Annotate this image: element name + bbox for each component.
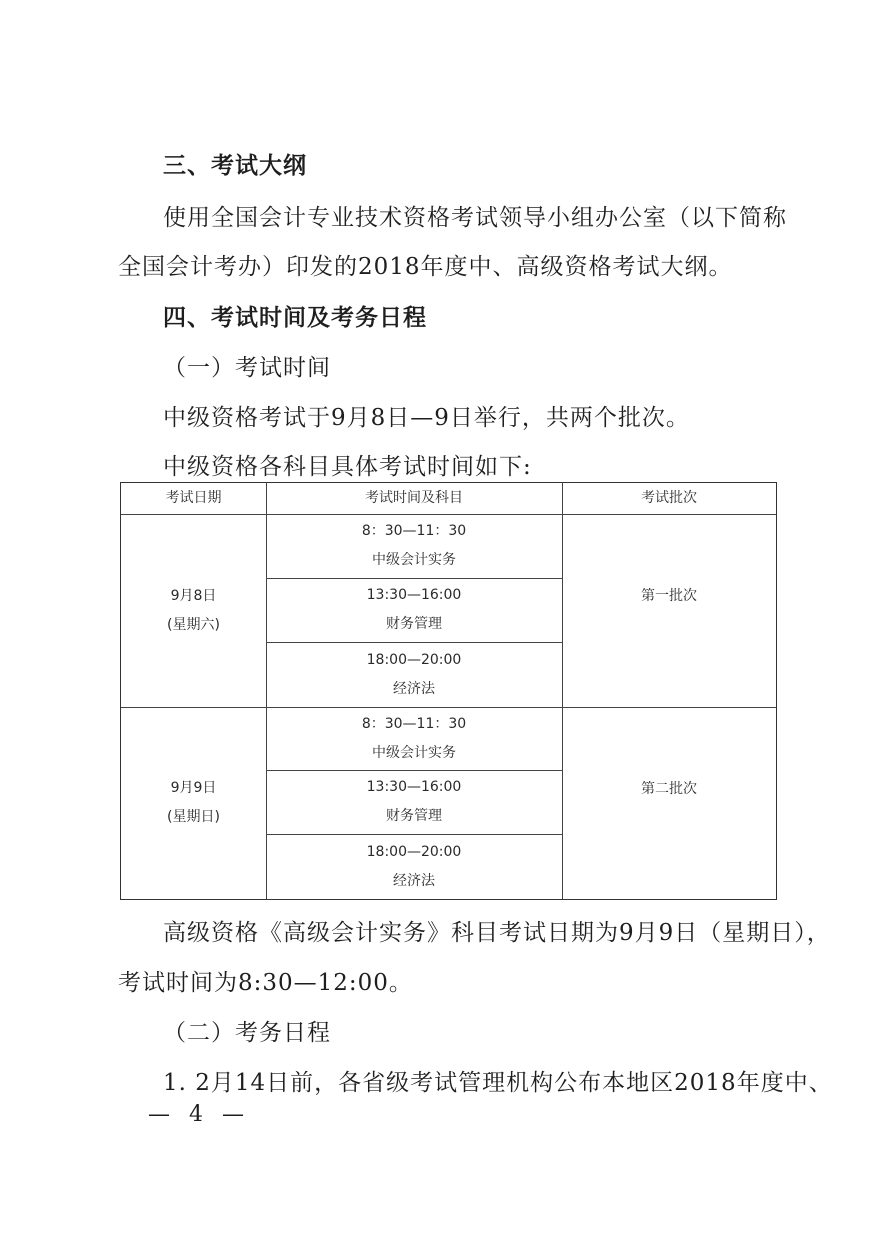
session-cell (266, 642, 562, 707)
session-cell (266, 770, 562, 834)
section-3-heading: 三、考试大纲 (163, 153, 307, 179)
batch-cell: 第二批次 (641, 781, 697, 797)
session-subject: 经济法 (393, 680, 435, 697)
session-subject: 财务管理 (386, 808, 442, 824)
header-exam-time-subject: 考试时间及科目 (365, 490, 463, 506)
session-time: 18:00—20:00 (366, 651, 462, 668)
page-number: — 4 — (148, 1102, 250, 1127)
date-cell (121, 514, 266, 707)
section-3-paragraph-line-1: 使用全国会计专业技术资格考试领导小组办公室（以下简称 (163, 205, 787, 231)
header-exam-batch: 考试批次 (641, 490, 697, 506)
schedule-item-1-line-1: 1. 2月14日前，各省级考试管理机构公布本地区2018年度中、 (163, 1070, 833, 1096)
session-time: 13:30—16:00 (366, 779, 462, 795)
weekday: (星期日) (167, 809, 220, 825)
subsection-2-heading: （二）考务日程 (163, 1020, 331, 1046)
date: 9月8日 (170, 587, 217, 604)
session-subject: 中级会计实务 (372, 744, 456, 761)
exam-schedule-table (120, 482, 777, 900)
session-subject: 经济法 (393, 872, 435, 889)
session-cell (266, 834, 562, 899)
session-time: 8：30—11：30 (361, 523, 467, 539)
session-time: 13:30—16:00 (366, 587, 462, 603)
batch-cell: 第一批次 (641, 588, 697, 604)
session-subject: 中级会计实务 (372, 552, 456, 568)
subsection-1-heading: （一）考试时间 (163, 355, 331, 381)
senior-exam-paragraph-line-2: 考试时间为8:30—12:00。 (118, 970, 413, 996)
exam-dates-paragraph: 中级资格考试于9月8日—9日举行，共两个批次。 (163, 405, 690, 431)
date: 9月9日 (170, 780, 217, 796)
header-exam-date: 考试日期 (165, 490, 222, 506)
session-cell (266, 707, 562, 770)
session-subject: 财务管理 (386, 616, 442, 632)
section-4-heading: 四、考试时间及考务日程 (163, 305, 427, 331)
section-3-paragraph-line-2: 全国会计考办）印发的2018年度中、高级资格考试大纲。 (118, 254, 733, 280)
session-time: 18:00—20:00 (366, 843, 462, 860)
session-cell (266, 578, 562, 642)
weekday: (星期六) (167, 616, 220, 633)
session-time: 8：30—11：30 (361, 715, 467, 732)
table-intro-paragraph: 中级资格各科目具体考试时间如下: (163, 454, 532, 480)
session-cell (266, 514, 562, 578)
senior-exam-paragraph-line-1: 高级资格《高级会计实务》科目考试日期为9月9日（星期日）， (163, 920, 831, 946)
date-cell (121, 707, 266, 899)
